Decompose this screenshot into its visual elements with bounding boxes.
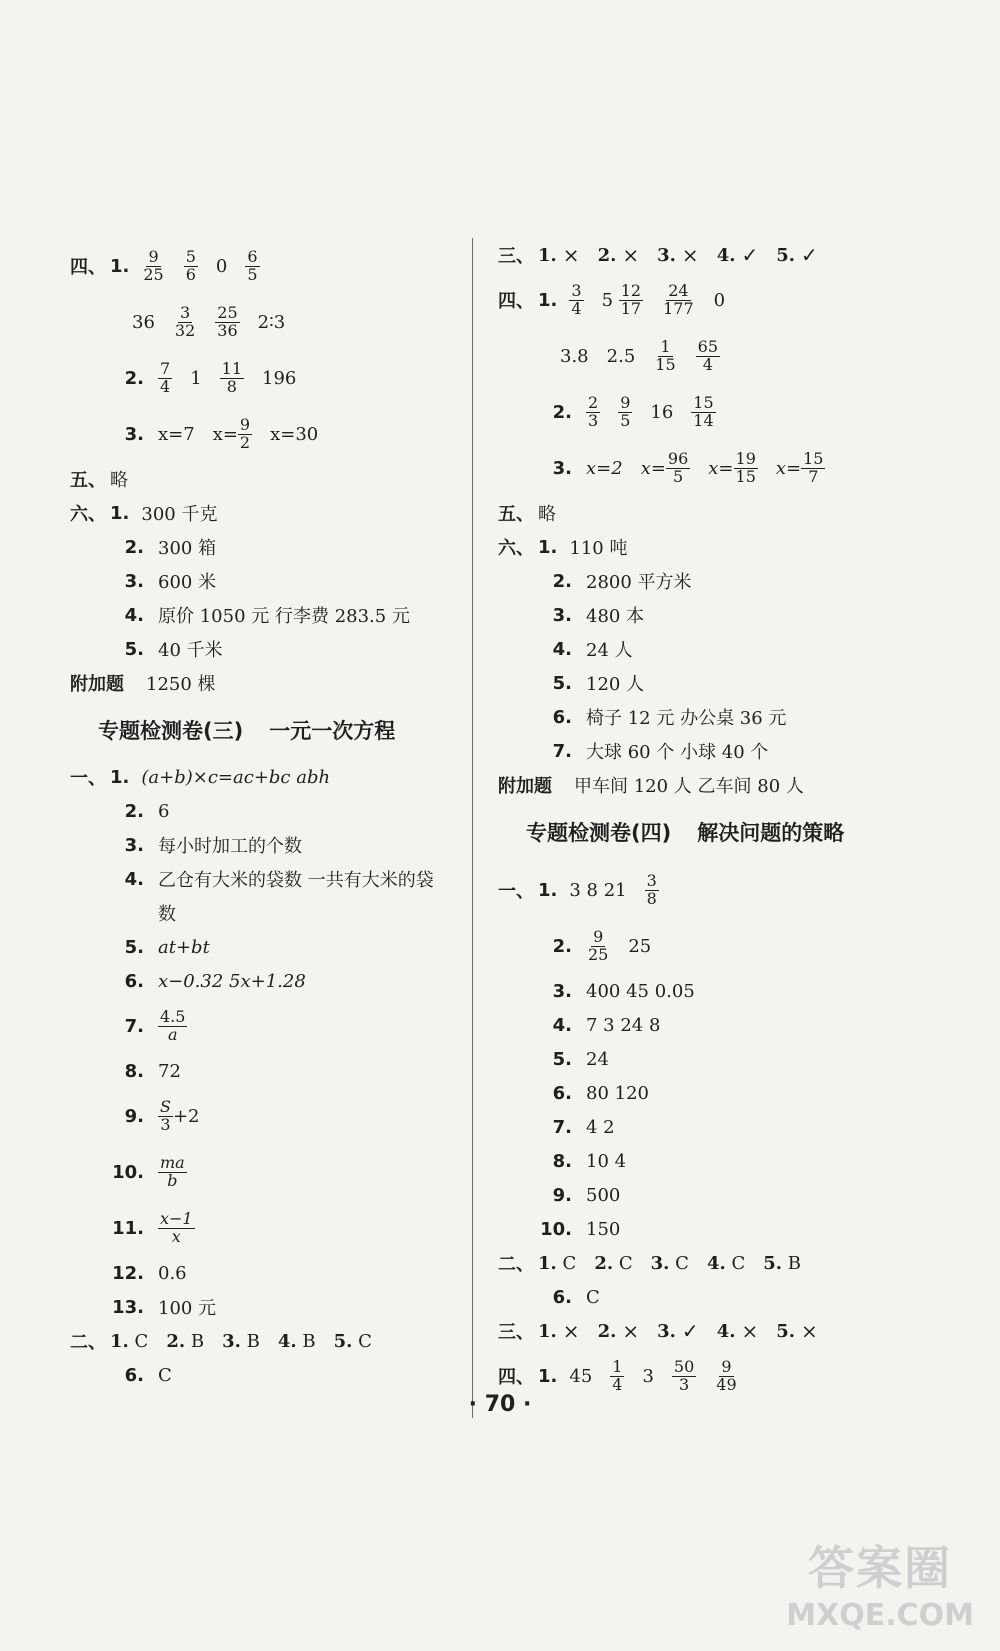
fraction: $\frac{25}{36}$ — [217, 302, 238, 340]
question-number: 5. — [776, 244, 796, 266]
fraction: $\frac{x-1}{x}$ — [160, 1208, 193, 1246]
question-number: 1. — [538, 289, 558, 311]
answer-text: 150 — [586, 1218, 621, 1240]
question-number: 1. — [110, 1330, 129, 1352]
t3-q6 — [70, 964, 460, 998]
t3-s2-q6 — [70, 1358, 460, 1392]
title-part: 专题检测卷(四) — [526, 821, 672, 845]
answer-text: 600 米 — [158, 572, 217, 593]
question-number: 4. — [124, 868, 144, 890]
right-s3-row — [498, 238, 888, 272]
t4-s3-row — [498, 1314, 888, 1348]
question-number: 3. — [124, 834, 144, 856]
question-number: 5. — [552, 1048, 572, 1070]
left-s4-q1-row2 — [70, 294, 460, 350]
answer-value: 16 — [650, 401, 674, 423]
question-number: 1. — [538, 536, 558, 558]
t4-q1 — [498, 862, 888, 918]
answer-text: 0.6 — [158, 1262, 187, 1284]
t3-q5 — [70, 930, 460, 964]
t4-q2 — [498, 918, 888, 974]
section-label: 一、 — [498, 881, 534, 902]
t4-q8 — [498, 1144, 888, 1178]
answer-choice: C — [134, 1330, 149, 1352]
question-number: 1. — [538, 244, 557, 266]
section-label: 四、 — [498, 291, 534, 312]
section-label: 三、 — [498, 246, 534, 267]
section-title — [70, 700, 460, 760]
t3-q1 — [70, 760, 460, 794]
question-number: 12. — [112, 1262, 144, 1284]
fraction: $\frac{9}{25}$ — [143, 246, 164, 284]
t4-s2-q6 — [498, 1280, 888, 1314]
fraction: $\frac{9}{5}$ — [620, 392, 631, 430]
t3-q7 — [70, 998, 460, 1054]
answer-text: 7 3 24 8 — [586, 1014, 661, 1036]
left-s4-q3 — [70, 406, 460, 462]
answer-text: 300 千克 — [141, 504, 218, 525]
question-number: 2. — [552, 570, 572, 592]
question-number: 10. — [540, 1218, 572, 1240]
fraction: $\frac{7}{4}$ — [160, 358, 171, 396]
answer-choice: C — [731, 1252, 746, 1274]
judgement-mark: × — [681, 243, 699, 267]
section-label: 四、 — [498, 1367, 534, 1388]
t3-q4 — [70, 862, 460, 896]
answer-text: 2800 平方米 — [586, 572, 692, 593]
answer-value: 0 — [713, 289, 726, 311]
question-number: 1. — [538, 1365, 558, 1387]
question-number: 1. — [538, 1320, 557, 1342]
question-number: 3. — [552, 980, 572, 1002]
fraction: $\frac{1}{15}$ — [655, 336, 676, 374]
question-number: 5. — [552, 672, 572, 694]
t3-q9 — [70, 1088, 460, 1144]
answer-text: 4 2 — [586, 1116, 615, 1138]
fraction: $\frac{9}{2}$ — [239, 414, 251, 452]
fraction: $\frac{3}{32}$ — [174, 302, 196, 340]
answer-text: 大球 60 个 小球 40 个 — [586, 742, 769, 763]
t4-q9 — [498, 1178, 888, 1212]
question-number: 3. — [124, 570, 144, 592]
left-s4-q1-row1 — [70, 238, 460, 294]
right-s4-q1-row1 — [498, 272, 888, 328]
answer-choice: C — [158, 1364, 172, 1386]
answer-choice: B — [787, 1252, 802, 1274]
section-label: 一、 — [70, 768, 106, 789]
question-number: 2. — [597, 244, 617, 266]
answer-text: 120 人 — [586, 674, 645, 695]
section-label: 五、 — [498, 504, 534, 525]
question-number: 4. — [706, 1252, 726, 1274]
t4-q6 — [498, 1076, 888, 1110]
fraction: $\frac{19}{15}$ — [735, 448, 756, 486]
judgement-mark: ✓ — [801, 243, 818, 267]
fraction: $\frac{9}{25}$ — [588, 926, 609, 964]
fraction: $\frac{3}{4}$ — [571, 280, 582, 318]
right-column — [498, 238, 888, 1404]
answer-value: x= — [775, 457, 802, 479]
fraction: $\frac{11}{8}$ — [221, 358, 242, 396]
answer-text: 椅子 12 元 办公桌 36 元 — [586, 708, 787, 729]
question-number: 7. — [552, 1116, 572, 1138]
question-number: 7. — [552, 740, 572, 762]
fraction: $\frac{6}{5}$ — [247, 246, 258, 284]
answer-choice: B — [190, 1330, 205, 1352]
left-s6-q2 — [70, 530, 460, 564]
t4-q10 — [498, 1212, 888, 1246]
answer-value: x=7 — [158, 423, 195, 445]
question-number: 2. — [594, 1252, 614, 1274]
question-number: 4. — [552, 1014, 572, 1036]
section-label: 四、 — [70, 257, 106, 278]
question-number: 6. — [124, 970, 144, 992]
left-s6-q1 — [70, 496, 460, 530]
t3-q12 — [70, 1256, 460, 1290]
answer-text: (a+b)×c=ac+bc abh — [141, 766, 331, 788]
judgement-mark: × — [741, 1319, 759, 1343]
answer-value: x= — [708, 457, 734, 479]
question-number: 4. — [277, 1330, 297, 1352]
page-number: · 70 · — [468, 1392, 532, 1417]
left-extra — [70, 666, 460, 700]
answer-choice: C — [358, 1330, 372, 1352]
judgement-mark: ✓ — [681, 1319, 699, 1343]
answer-choice: C — [586, 1286, 600, 1308]
answer-text: 24 人 — [586, 640, 633, 661]
answer-text: 40 千米 — [158, 640, 223, 661]
judgement-mark: ✓ — [741, 243, 759, 267]
question-number: 2. — [552, 401, 572, 423]
t3-q11 — [70, 1200, 460, 1256]
fraction: $\frac{1}{4}$ — [612, 1356, 623, 1394]
right-s4-q2 — [498, 384, 888, 440]
answer-value: 2.5 — [606, 345, 636, 367]
answer-value: 3 — [642, 1365, 654, 1387]
answer-text: 72 — [158, 1060, 181, 1082]
fraction: $\frac{96}{5}$ — [667, 448, 689, 486]
answer-choice: C — [675, 1252, 689, 1274]
answer-choice: B — [246, 1330, 260, 1352]
t4-q5 — [498, 1042, 888, 1076]
answer-choice: C — [618, 1252, 633, 1274]
answer-text: 3 8 21 — [569, 879, 627, 901]
question-number: 2. — [597, 1320, 617, 1342]
fraction: $\frac{2}{3}$ — [588, 392, 599, 430]
t3-q10 — [70, 1144, 460, 1200]
left-s6-q4 — [70, 598, 460, 632]
extra-question-label: 附加题 — [70, 674, 124, 695]
question-number: 10. — [112, 1161, 144, 1183]
question-number: 4. — [716, 1320, 736, 1342]
mixed-number-whole: 5 — [601, 289, 614, 311]
question-number: 2. — [124, 536, 144, 558]
right-s6-q5 — [498, 666, 888, 700]
left-s6-q5 — [70, 632, 460, 666]
question-number: 7. — [124, 1015, 144, 1037]
right-s6-q3 — [498, 598, 888, 632]
answer-value: 2∶3 — [257, 311, 286, 333]
answer-text: +2 — [172, 1105, 200, 1127]
question-number: 11. — [112, 1217, 144, 1239]
section-title — [498, 802, 888, 862]
right-s4-q3 — [498, 440, 888, 496]
question-number: 9. — [124, 1105, 144, 1127]
section-label: 六、 — [498, 538, 534, 559]
question-number: 5. — [763, 1252, 783, 1274]
t3-q3 — [70, 828, 460, 862]
question-number: 3. — [222, 1330, 241, 1352]
answer-text: at+bt — [158, 936, 210, 958]
watermark-logo: 答案圈 MXQE.COM — [786, 1541, 974, 1633]
right-s6-q6 — [498, 700, 888, 734]
question-number: 9. — [552, 1184, 572, 1206]
section-label: 六、 — [70, 504, 106, 525]
judgement-mark: × — [562, 243, 580, 267]
answer-value: x=30 — [270, 423, 319, 445]
answer-text: 10 4 — [586, 1150, 627, 1172]
question-number: 5. — [124, 638, 144, 660]
answer-value: 0 — [215, 255, 228, 277]
question-number: 3. — [552, 604, 572, 626]
answer-text: 略 — [110, 470, 128, 491]
section-label: 二、 — [70, 1332, 106, 1353]
answer-text: 略 — [538, 504, 556, 525]
judgement-mark: × — [562, 1319, 580, 1343]
answer-text: 1250 棵 — [146, 674, 216, 695]
answer-text: 480 本 — [586, 606, 645, 627]
t3-q4-wrap — [70, 896, 460, 930]
answer-text: 6 — [158, 800, 170, 822]
judgement-mark: × — [622, 243, 640, 267]
question-number: 6. — [552, 1082, 572, 1104]
right-s4-q1-row2 — [498, 328, 888, 384]
fraction: $\frac{12}{17}$ — [620, 280, 642, 318]
question-number: 13. — [112, 1296, 144, 1318]
t4-s2-row — [498, 1246, 888, 1280]
right-s6-q4 — [498, 632, 888, 666]
column-divider — [472, 238, 473, 1418]
section-label: 二、 — [498, 1254, 534, 1275]
t4-q4 — [498, 1008, 888, 1042]
question-number: 6. — [552, 706, 572, 728]
judgement-mark: × — [801, 1319, 818, 1343]
left-column — [70, 238, 460, 1392]
question-number: 2. — [552, 935, 572, 957]
fraction: $\frac{65}{4}$ — [697, 336, 718, 374]
section-label: 三、 — [498, 1322, 534, 1343]
right-s5 — [498, 496, 888, 530]
answer-text: 80 120 — [586, 1082, 649, 1104]
fraction: $\frac{ma}{b}$ — [160, 1152, 185, 1190]
right-s6-q1 — [498, 530, 888, 564]
question-number: 2. — [166, 1330, 186, 1352]
answer-text: 100 元 — [158, 1298, 217, 1319]
t3-q13 — [70, 1290, 460, 1324]
answer-text: x−0.32 5x+1.28 — [158, 970, 306, 992]
answer-text: 300 箱 — [158, 538, 217, 559]
question-number: 1. — [110, 255, 130, 277]
answer-text: 400 45 0.05 — [586, 980, 695, 1002]
question-number: 5. — [333, 1330, 353, 1352]
answer-value: 3.8 — [560, 345, 589, 367]
answer-text: 25 — [628, 935, 652, 957]
question-number: 3. — [552, 457, 572, 479]
question-number: 4. — [124, 604, 144, 626]
answer-text: 数 — [158, 904, 176, 925]
question-number: 6. — [124, 1364, 144, 1386]
left-s5 — [70, 462, 460, 496]
fraction: $\frac{9}{49}$ — [716, 1356, 737, 1394]
answer-value: 196 — [262, 367, 297, 389]
question-number: 4. — [552, 638, 572, 660]
t3-s2-row — [70, 1324, 460, 1358]
judgement-mark: × — [622, 1319, 640, 1343]
answer-text: 原价 1050 元 行李费 283.5 元 — [158, 606, 410, 627]
answer-text: 24 — [586, 1048, 609, 1070]
answer-value: x=2 — [586, 457, 623, 479]
left-s4-q2 — [70, 350, 460, 406]
question-number: 5. — [776, 1320, 796, 1342]
fraction: $\frac{24}{177}$ — [663, 280, 694, 318]
answer-value: 1 — [190, 367, 202, 389]
right-s6-q2 — [498, 564, 888, 598]
fraction: $\frac{3}{8}$ — [646, 870, 657, 908]
question-number: 2. — [124, 800, 144, 822]
answer-choice: C — [562, 1252, 577, 1274]
answer-value: 36 — [132, 311, 155, 333]
answer-text: 甲车间 120 人 乙车间 80 人 — [574, 776, 804, 797]
answer-choice: B — [302, 1330, 316, 1352]
answer-text: 每小时加工的个数 — [158, 836, 302, 857]
extra-question-label: 附加题 — [498, 776, 552, 797]
right-extra — [498, 768, 888, 802]
question-number: 1. — [110, 502, 130, 524]
question-number: 5. — [124, 936, 144, 958]
answer-text: 110 吨 — [569, 538, 628, 559]
question-number: 4. — [716, 244, 736, 266]
title-part: 一元一次方程 — [269, 719, 396, 743]
fraction: $\frac{50}{3}$ — [673, 1356, 695, 1394]
answer-value: x= — [212, 423, 238, 445]
answer-text: 500 — [586, 1184, 621, 1206]
section-label: 五、 — [70, 470, 106, 491]
title-part: 解决问题的策略 — [697, 821, 845, 845]
t4-q7 — [498, 1110, 888, 1144]
question-number: 8. — [124, 1060, 144, 1082]
question-number: 3. — [124, 423, 144, 445]
question-number: 1. — [538, 1252, 557, 1274]
question-number: 3. — [657, 1320, 676, 1342]
fraction: $\frac{S}{3}$ — [160, 1096, 171, 1134]
t4-q3 — [498, 974, 888, 1008]
left-s6-q3 — [70, 564, 460, 598]
question-number: 2. — [124, 367, 144, 389]
fraction: $\frac{4.5}{a}$ — [160, 1006, 186, 1044]
question-number: 1. — [538, 879, 558, 901]
fraction: $\frac{5}{6}$ — [185, 246, 196, 284]
question-number: 3. — [657, 244, 676, 266]
question-number: 1. — [110, 766, 130, 788]
fraction: $\frac{15}{14}$ — [693, 392, 714, 430]
t3-q2 — [70, 794, 460, 828]
title-part: 专题检测卷(三) — [98, 719, 244, 743]
t3-q8 — [70, 1054, 460, 1088]
question-number: 8. — [552, 1150, 572, 1172]
answer-text: 乙仓有大米的袋数 一共有大米的袋 — [158, 870, 434, 891]
question-number: 3. — [650, 1252, 670, 1274]
answer-value: 45 — [569, 1365, 593, 1387]
right-s6-q7 — [498, 734, 888, 768]
answer-value: x= — [640, 457, 666, 479]
question-number: 6. — [552, 1286, 572, 1308]
fraction: $\frac{15}{7}$ — [803, 448, 824, 486]
